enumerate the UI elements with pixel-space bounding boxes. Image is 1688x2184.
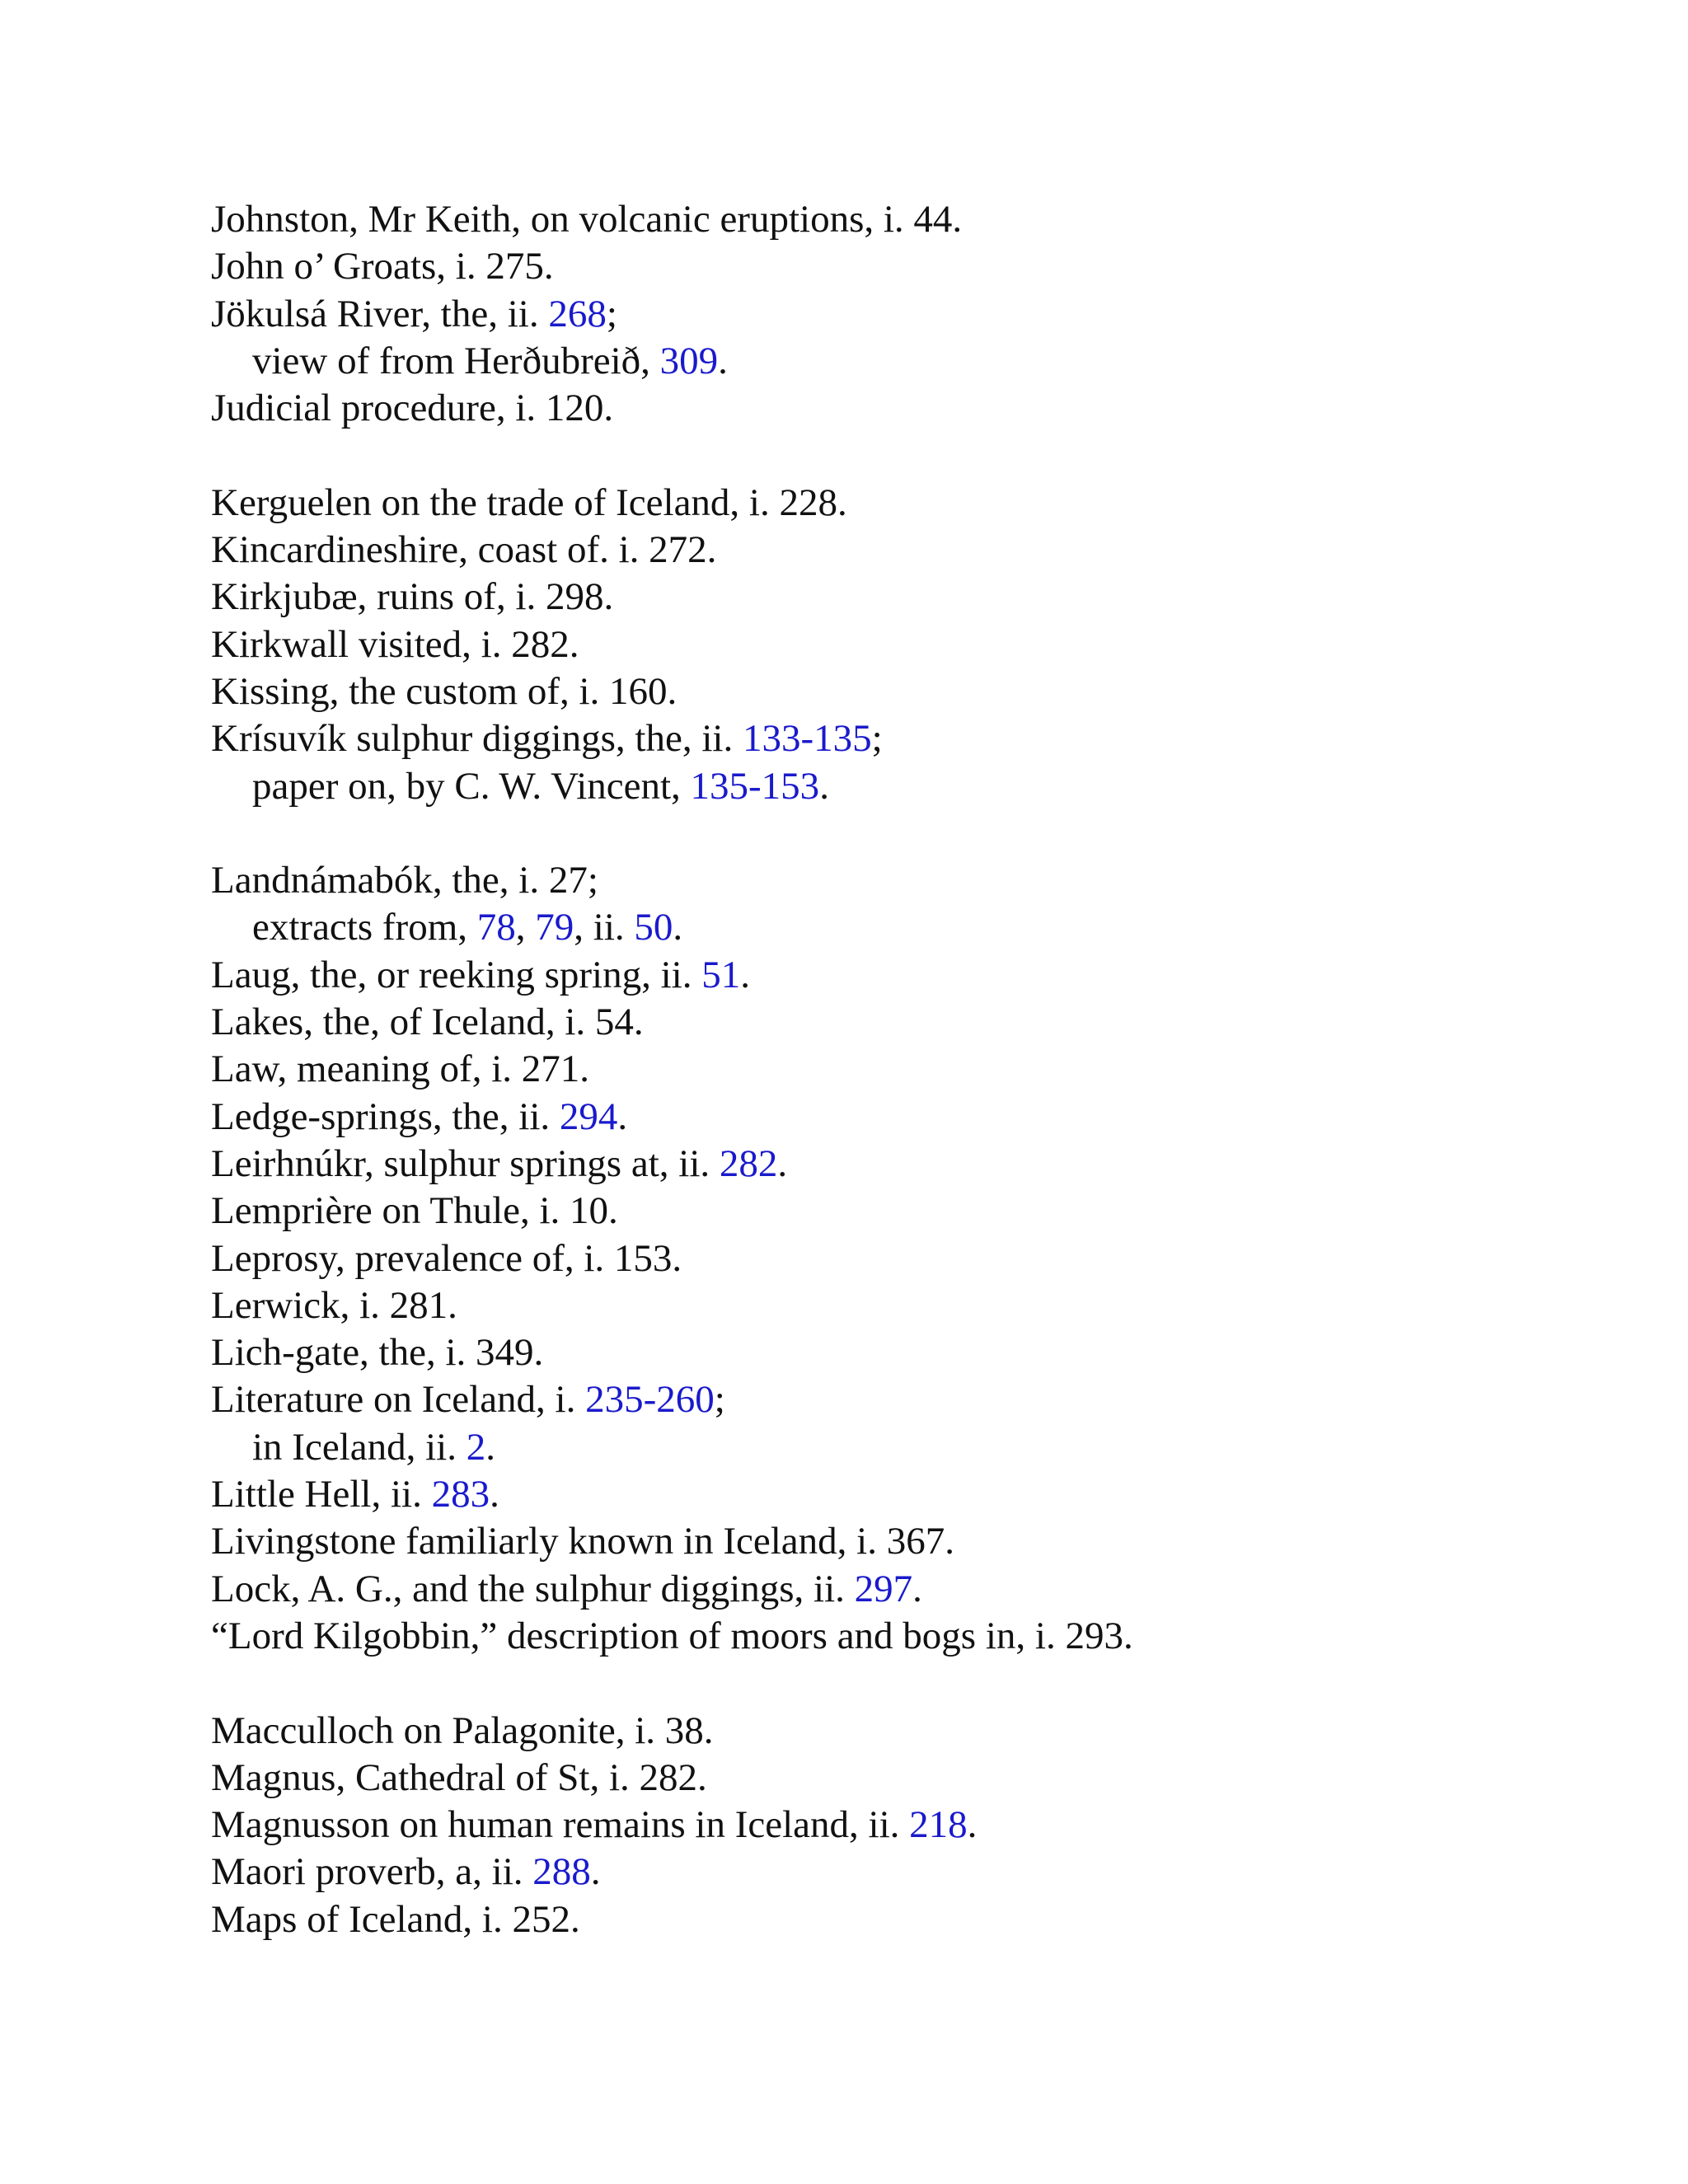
- entry-text: .: [673, 906, 683, 949]
- entry-text: view of from Herðubreið,: [252, 339, 660, 382]
- entry-text: Leprosy, prevalence of, i. 153.: [211, 1236, 682, 1280]
- entry-text: Krísuvík sulphur diggings, the, ii.: [211, 717, 743, 761]
- entry-text: .: [617, 1094, 628, 1138]
- page-reference-link[interactable]: 309: [659, 339, 719, 382]
- entry-text: .: [590, 1850, 601, 1894]
- entry-text: Little Hell, ii.: [211, 1473, 432, 1516]
- index-entry: [211, 621, 1612, 668]
- index-entry: [211, 1376, 1612, 1423]
- entry-text: Magnusson on human remains in Iceland, ii.: [211, 1803, 910, 1847]
- index-entry: [211, 1046, 1612, 1093]
- index-entry: [211, 1566, 1612, 1613]
- entry-text: John o’ Groats, i. 275.: [211, 245, 554, 288]
- entry-text: Magnus, Cathedral of St, i. 282.: [211, 1755, 707, 1799]
- entry-text: Laug, the, or reeking spring, ii.: [211, 953, 702, 996]
- index-subentry: [211, 338, 1612, 385]
- index-entry: [211, 1802, 1612, 1849]
- page-reference-link[interactable]: 235-260: [585, 1378, 715, 1422]
- index-group-l: [211, 857, 1612, 1660]
- page-reference-link[interactable]: 135-153: [690, 764, 820, 808]
- entry-text: Lock, A. G., and the sulphur diggings, ii.: [211, 1567, 855, 1610]
- index-entry: [211, 480, 1612, 527]
- index-entry: [211, 952, 1612, 999]
- index-entry: [211, 291, 1612, 338]
- index-page: [211, 196, 1612, 1943]
- page-reference-link[interactable]: 297: [854, 1567, 913, 1610]
- index-entry: [211, 999, 1612, 1046]
- index-entry: [211, 1471, 1612, 1518]
- index-entry: [211, 1613, 1612, 1660]
- entry-text: Maori proverb, a, ii.: [211, 1850, 533, 1894]
- entry-text: in Iceland, ii.: [252, 1425, 467, 1469]
- page-reference-link[interactable]: 288: [532, 1850, 591, 1894]
- index-subentry: [211, 763, 1612, 810]
- entry-text: ;: [871, 717, 883, 761]
- index-entry: [211, 1282, 1612, 1329]
- entry-text: Lakes, the, of Iceland, i. 54.: [211, 1001, 644, 1044]
- index-entry: [211, 385, 1612, 432]
- index-entry: [211, 196, 1612, 243]
- entry-text: ;: [714, 1378, 725, 1422]
- page-reference-link[interactable]: 294: [559, 1094, 618, 1138]
- entry-text: .: [718, 339, 728, 382]
- page-reference-link[interactable]: 133-135: [742, 717, 872, 761]
- entry-text: Kincardineshire, coast of. i. 272.: [211, 528, 717, 572]
- index-subentry: [211, 904, 1612, 951]
- index-entry: [211, 1329, 1612, 1376]
- entry-text: Leirhnúkr, sulphur springs at, ii.: [211, 1141, 720, 1185]
- entry-text: Kirkwall visited, i. 282.: [211, 622, 579, 666]
- entry-text: Macculloch on Palagonite, i. 38.: [211, 1708, 714, 1752]
- index-entry: [211, 1755, 1612, 1802]
- entry-text: Landnámabók, the, i. 27;: [211, 859, 598, 902]
- index-entry: [211, 1141, 1612, 1188]
- index-entry: [211, 243, 1612, 290]
- entry-text: Judicial procedure, i. 120.: [211, 387, 614, 430]
- entry-text: .: [912, 1567, 922, 1610]
- page-reference-link[interactable]: 218: [909, 1803, 968, 1847]
- entry-text: Livingstone familiarly known in Iceland, i. 367.: [211, 1520, 954, 1563]
- page-reference-link[interactable]: 79: [535, 906, 574, 949]
- entry-text: “Lord Kilgobbin,” description of moors and bogs in, i. 293.: [211, 1614, 1133, 1657]
- index-group-j: [211, 196, 1612, 432]
- index-group-m: [211, 1708, 1612, 1943]
- entry-text: .: [967, 1803, 978, 1847]
- entry-text: Literature on Iceland, i.: [211, 1378, 586, 1422]
- page-reference-link[interactable]: 2: [466, 1425, 486, 1469]
- entry-text: .: [740, 953, 750, 996]
- entry-text: Law, meaning of, i. 271.: [211, 1047, 590, 1091]
- page-reference-link[interactable]: 50: [634, 906, 673, 949]
- index-entry: [211, 527, 1612, 574]
- index-entry: [211, 574, 1612, 621]
- index-entry: [211, 668, 1612, 715]
- index-entry: [211, 857, 1612, 904]
- entry-text: .: [490, 1473, 499, 1516]
- entry-text: ,: [515, 906, 536, 949]
- entry-text: Jökulsá River, the, ii.: [211, 292, 549, 335]
- entry-text: Lich-gate, the, i. 349.: [211, 1331, 544, 1375]
- entry-text: paper on, by C. W. Vincent,: [252, 764, 691, 808]
- index-entry: [211, 1235, 1612, 1282]
- entry-text: .: [777, 1141, 788, 1185]
- entry-text: Ledge-springs, the, ii.: [211, 1094, 560, 1138]
- index-entry: [211, 1849, 1612, 1896]
- page-reference-link[interactable]: 268: [548, 292, 607, 335]
- index-group-k: [211, 480, 1612, 810]
- entry-text: Lemprière on Thule, i. 10.: [211, 1189, 618, 1233]
- entry-text: Kissing, the custom of, i. 160.: [211, 669, 678, 713]
- page-reference-link[interactable]: 78: [476, 906, 516, 949]
- index-entry: [211, 1896, 1612, 1943]
- entry-text: Kerguelen on the trade of Iceland, i. 228.: [211, 480, 847, 524]
- entry-text: .: [485, 1425, 495, 1469]
- entry-text: Kirkjubæ, ruins of, i. 298.: [211, 575, 614, 619]
- entry-text: .: [819, 764, 829, 808]
- index-entry: [211, 1708, 1612, 1755]
- index-subentry: [211, 1424, 1612, 1471]
- index-entry: [211, 715, 1612, 762]
- entry-text: ;: [606, 292, 617, 335]
- entry-text: Maps of Iceland, i. 252.: [211, 1897, 580, 1941]
- index-entry: [211, 1188, 1612, 1235]
- entry-text: , ii.: [574, 906, 635, 949]
- page-reference-link[interactable]: 282: [719, 1141, 778, 1185]
- page-reference-link[interactable]: 51: [701, 953, 741, 996]
- index-entry: [211, 1094, 1612, 1141]
- entry-text: Johnston, Mr Keith, on volcanic eruptions, i. 44.: [211, 198, 963, 241]
- index-entry: [211, 1518, 1612, 1565]
- entry-text: Lerwick, i. 281.: [211, 1283, 457, 1327]
- entry-text: extracts from,: [252, 906, 477, 949]
- page-reference-link[interactable]: 283: [431, 1473, 490, 1516]
